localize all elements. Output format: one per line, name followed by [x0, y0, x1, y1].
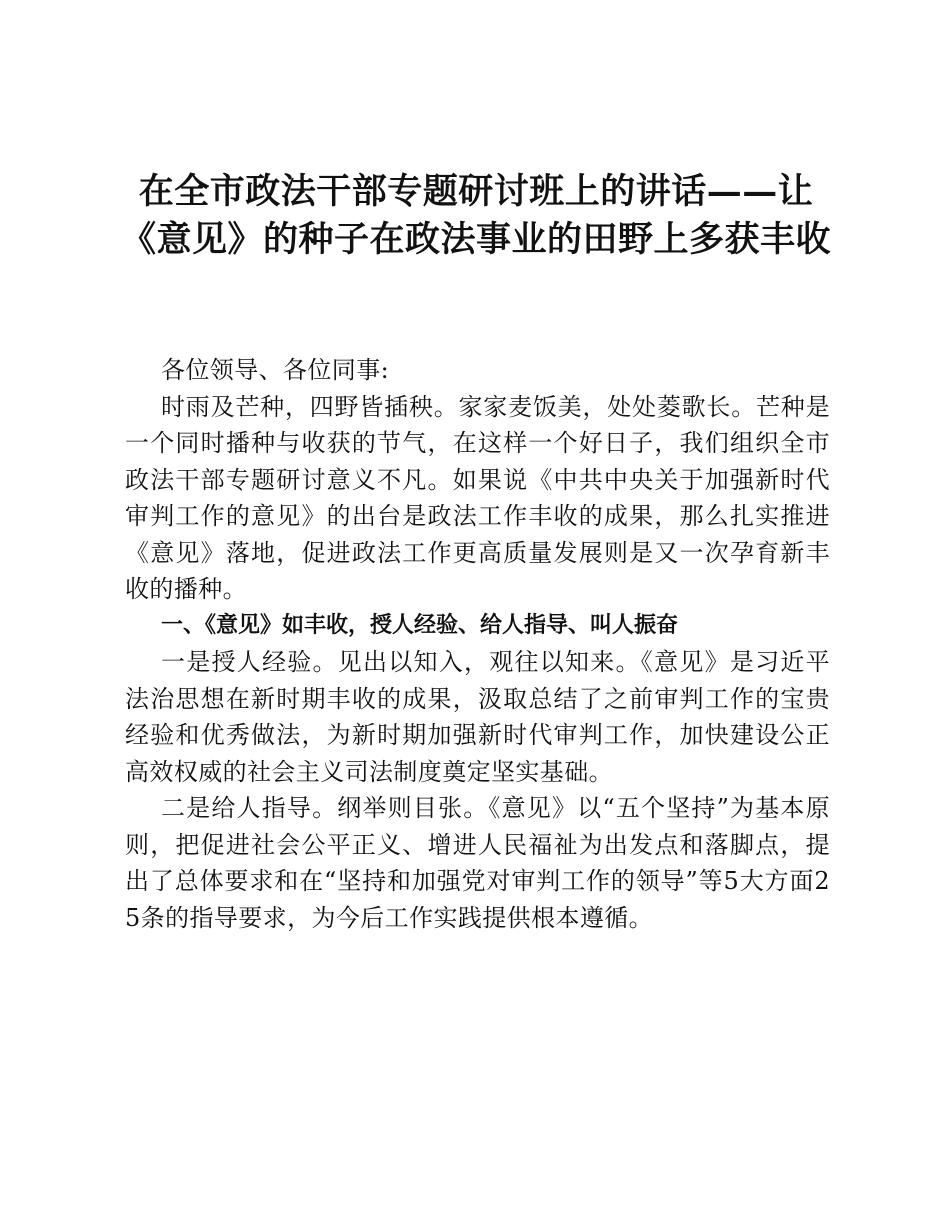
title-line-1: 在全市政法干部专题研讨班上的讲话——让 [138, 171, 814, 212]
section-paragraph-2: 二是给人指导。纲举则目张。《意见》以“五个坚持”为基本原则，把促进社会公平正义、增进人民福祉为出发点和落脚点，提出了总体要求和在“坚持和加强党对审判工作的领导”等5大方面25条的指导要求，为今后工作实践提供根本遵循。 [125, 794, 830, 932]
section-heading: 一、《意见》如丰收，授人经验、给人指导、叫人振奋 [161, 612, 679, 638]
salutation: 各位领导、各位同事: [161, 356, 390, 384]
section-paragraph-1: 一是授人经验。见出以知入，观往以知来。《意见》是习近平法治思想在新时期丰收的成果，汲取总结了之前审判工作的宝贵经验和优秀做法，为新时期加强新时代审判工作，加快建设公正高效权威的社会主义司法制度奠定坚实基础。 [125, 648, 830, 786]
opening-paragraph: 时雨及芒种，四野皆插秧。家家麦饭美，处处菱歌长。芒种是一个同时播种与收获的节气，在这样一个好日子，我们组织全市政法干部专题研讨意义不凡。如果说《中共中央关于加强新时代审判工作的意见》的出台是政法工作丰收的成果，那么扎实推进《意见》落地，促进政法工作更高质量发展则是又一次孕育新丰收的播种。 [125, 392, 830, 603]
document-body [125, 352, 830, 936]
title-line-2: 《意见》的种子在政法事业的田野上多获丰收 [120, 219, 831, 260]
document-title [120, 168, 832, 264]
